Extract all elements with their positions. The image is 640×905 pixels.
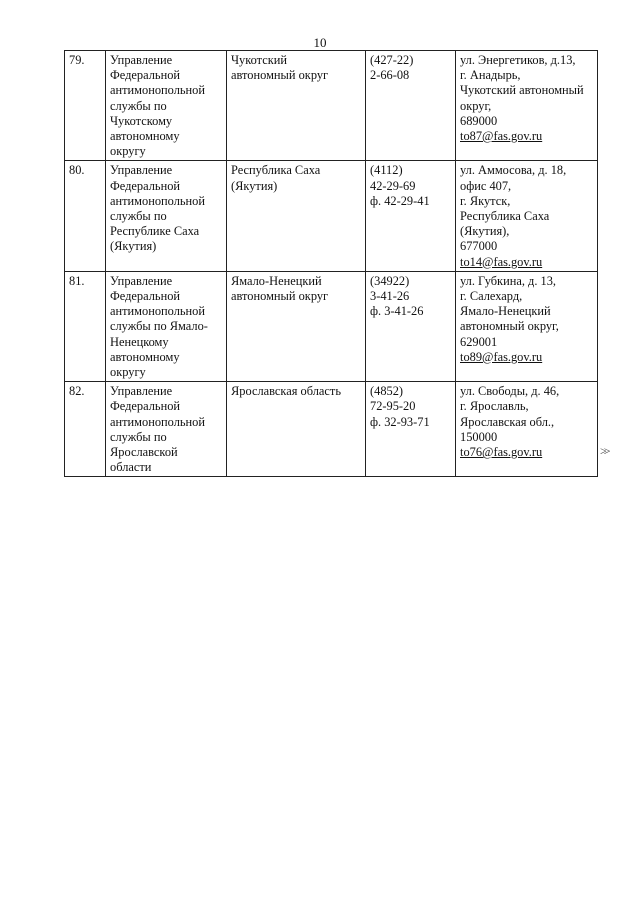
office-name-cell	[106, 382, 227, 477]
region-line: Ярославская область	[231, 384, 341, 399]
phone-line: (4852)	[370, 384, 404, 399]
office-name-line: службы по	[110, 209, 167, 224]
office-name-line: Республике Саха	[110, 224, 200, 239]
office-name-line: автономному	[110, 129, 180, 144]
row-number: 79.	[65, 51, 106, 161]
address-line: ул. Аммосова, д. 18,	[460, 163, 567, 178]
office-name-line: антимонопольной	[110, 193, 205, 208]
address-line: г. Анадырь,	[460, 68, 521, 83]
office-name-line: Федеральной	[110, 178, 181, 193]
offices-table	[64, 50, 598, 477]
office-name-line: Ярославской	[110, 445, 178, 460]
address-cell	[456, 382, 598, 477]
office-name-line: Федеральной	[110, 399, 181, 414]
phone-line: 42-29-69	[370, 178, 416, 193]
region-line: (Якутия)	[231, 178, 278, 193]
table-body	[65, 51, 598, 477]
phone-cell	[366, 161, 456, 271]
email-link[interactable]: to87@fas.gov.ru	[460, 129, 543, 144]
address-line: Ямало-Ненецкий	[460, 304, 551, 319]
phone-line: (427-22)	[370, 53, 414, 67]
office-name-line: области	[110, 460, 152, 475]
office-name-line: округу	[110, 144, 146, 159]
office-name-line: Управление	[110, 384, 173, 399]
table-row	[65, 382, 598, 477]
address-line: 689000	[460, 113, 498, 128]
address-cell	[456, 51, 598, 161]
phone-cell	[366, 382, 456, 477]
phone-line: 72-95-20	[370, 399, 416, 414]
address-line: (Якутия),	[460, 224, 510, 239]
office-name-line: службы по	[110, 98, 167, 113]
address-line: офис 407,	[460, 178, 512, 193]
office-name-line: антимонопольной	[110, 304, 205, 319]
region-cell	[227, 161, 366, 271]
address-line: г. Салехард,	[460, 289, 523, 304]
email-link[interactable]: to89@fas.gov.ru	[460, 349, 543, 364]
office-name-line: автономному	[110, 349, 180, 364]
phone-cell	[366, 271, 456, 381]
office-name-line: Федеральной	[110, 289, 181, 304]
address-line: ул. Губкина, д. 13,	[460, 273, 557, 288]
address-line: Ярославская обл.,	[460, 414, 555, 429]
address-line: ул. Свободы, д. 46,	[460, 384, 560, 399]
table-row	[65, 161, 598, 271]
table-row	[65, 271, 598, 381]
office-name-line: антимонопольной	[110, 83, 205, 98]
row-number: 80.	[65, 161, 106, 271]
office-name-line: Ненецкому	[110, 334, 169, 349]
address-line: г. Ярославль,	[460, 399, 529, 414]
phone-line: 2-66-08	[370, 68, 410, 83]
region-line: Республика Саха	[231, 163, 321, 178]
phone-line: (4112)	[370, 163, 403, 178]
office-name-line: Федеральной	[110, 68, 181, 83]
row-number: 81.	[65, 271, 106, 381]
continuation-mark: >>	[600, 444, 608, 458]
office-name-line: Управление	[110, 163, 173, 178]
address-line: Республика Саха	[460, 209, 550, 224]
email-link[interactable]: to76@fas.gov.ru	[460, 445, 543, 460]
office-name-cell	[106, 161, 227, 271]
address-line: Чукотский автономный	[460, 83, 584, 98]
phone-cell	[366, 51, 456, 161]
address-line: ул. Энергетиков, д.13,	[460, 53, 576, 67]
office-name-line: Управление	[110, 53, 173, 67]
table-row	[65, 51, 598, 161]
page-number: 10	[313, 35, 327, 50]
address-line: 150000	[460, 429, 498, 444]
address-line: г. Якутск,	[460, 193, 511, 208]
office-name-cell	[106, 271, 227, 381]
address-line: автономный округ,	[460, 319, 559, 334]
office-name-line: службы по Ямало-	[110, 319, 208, 334]
phone-line: 3-41-26	[370, 289, 410, 304]
office-name-line: Управление	[110, 273, 173, 288]
office-name-cell	[106, 51, 227, 161]
office-name-line: антимонопольной	[110, 414, 205, 429]
region-line: Чукотский	[231, 53, 288, 67]
address-line: 677000	[460, 239, 498, 254]
phone-line: ф. 42-29-41	[370, 193, 430, 208]
row-number: 82.	[65, 382, 106, 477]
address-cell	[456, 161, 598, 271]
phone-line: ф. 3-41-26	[370, 304, 424, 319]
region-cell	[227, 271, 366, 381]
address-line: округ,	[460, 98, 492, 113]
phone-line: (34922)	[370, 273, 410, 288]
address-line: 629001	[460, 334, 498, 349]
email-link[interactable]: to14@fas.gov.ru	[460, 254, 543, 269]
address-cell	[456, 271, 598, 381]
region-cell	[227, 51, 366, 161]
region-line: автономный округ	[231, 289, 329, 304]
region-line: автономный округ	[231, 68, 329, 83]
office-name-line: округу	[110, 365, 146, 380]
region-cell	[227, 382, 366, 477]
office-name-line: Чукотскому	[110, 113, 173, 128]
office-name-line: службы по	[110, 429, 167, 444]
region-line: Ямало-Ненецкий	[231, 273, 322, 288]
phone-line: ф. 32-93-71	[370, 414, 430, 429]
office-name-line: (Якутия)	[110, 239, 157, 254]
